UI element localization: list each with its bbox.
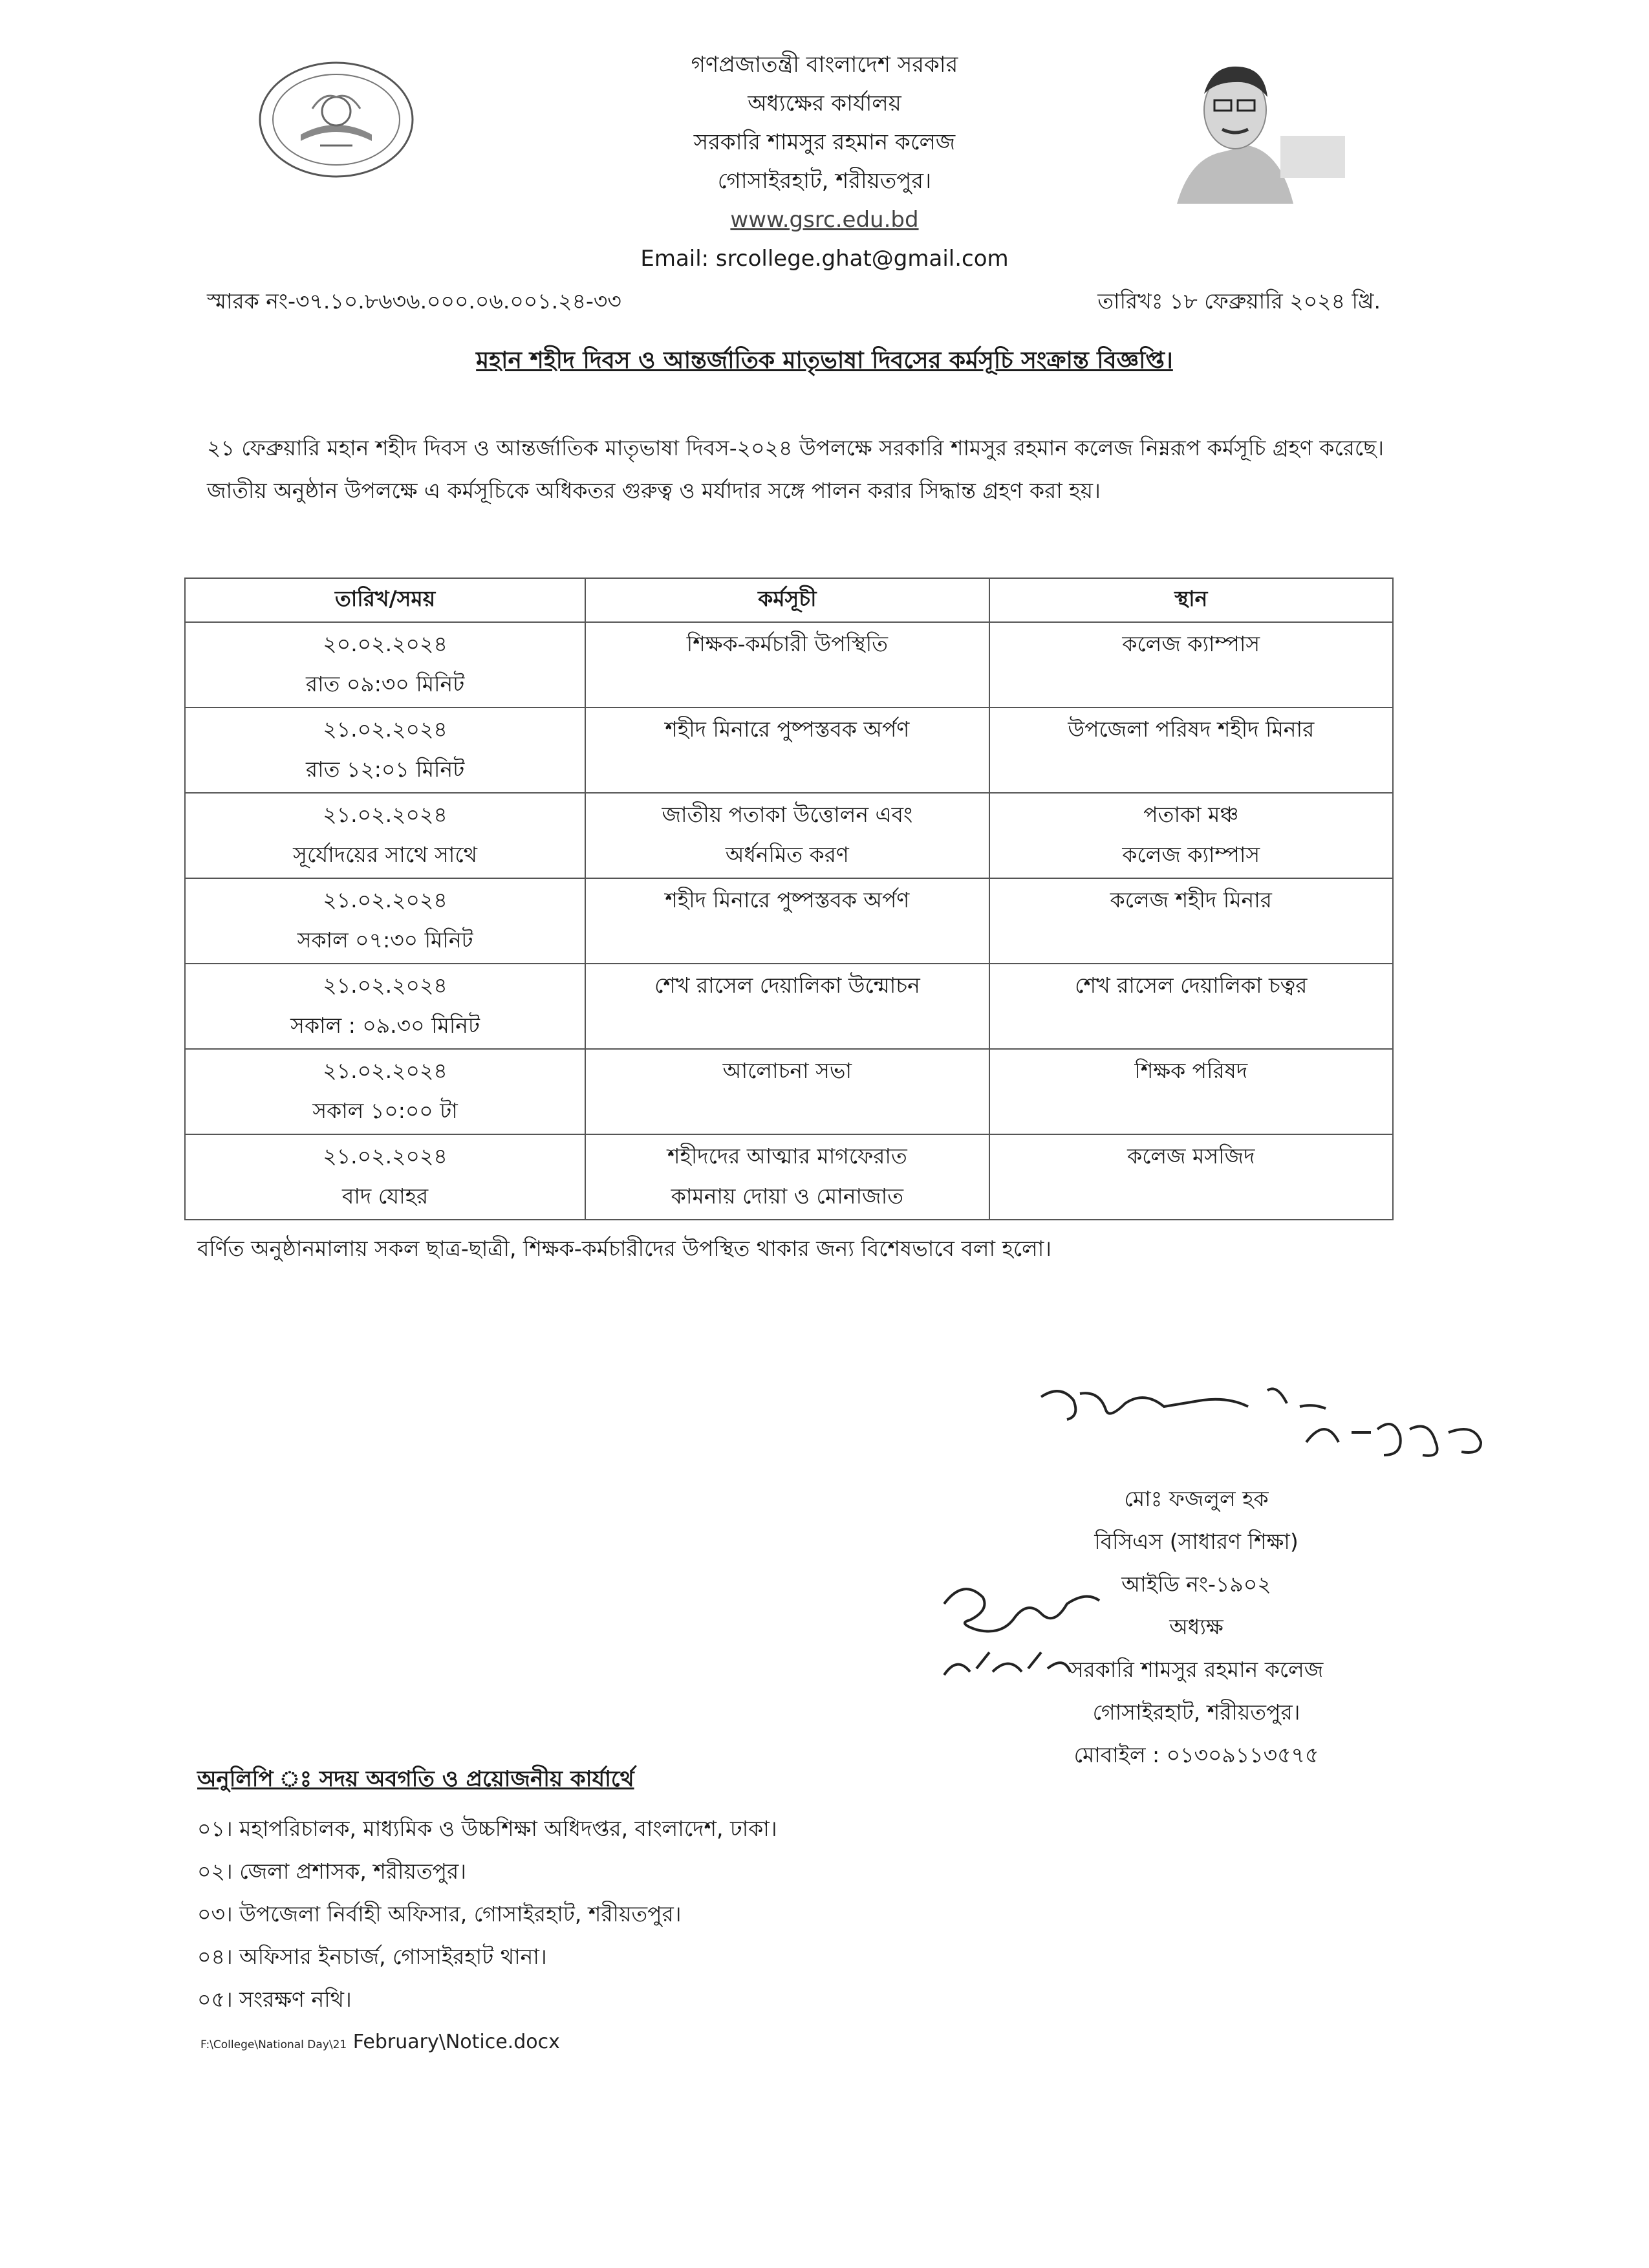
cell-date-time — [185, 1134, 585, 1220]
website-link[interactable]: www.gsrc.edu.bd — [730, 207, 919, 233]
table-row — [185, 1049, 1393, 1134]
signatory-post: অধ্যক্ষ — [1169, 1614, 1223, 1639]
row-date: ২১.০২.২০২৪ — [323, 1058, 447, 1083]
cell-place — [989, 964, 1393, 1049]
cell-date-time — [185, 622, 585, 707]
row-programme: শিক্ষক-কর্মচারী উপস্থিতি — [686, 631, 888, 656]
cell-programme — [585, 964, 989, 1049]
cell-place — [989, 622, 1393, 707]
table-row — [185, 1134, 1393, 1220]
row-programme: জাতীয় পতাকা উত্তোলন এবং — [662, 802, 913, 827]
cell-place — [989, 793, 1393, 878]
table-row — [185, 964, 1393, 1049]
signatory-cadre: বিসিএস (সাধারণ শিক্ষা) — [1094, 1529, 1299, 1554]
row-programme: শহীদ মিনারে পুষ্পস্তবক অর্পণ — [665, 887, 910, 913]
row-programme-cont: কামনায় দোয়া ও মোনাজাত — [671, 1183, 903, 1209]
row-place-cont: কলেজ ক্যাম্পাস — [1122, 842, 1260, 867]
college-address: গোসাইরহাট, শরীয়তপুর। — [717, 168, 932, 194]
list-item: ০১। মহাপরিচালক, মাধ্যমিক ও উচ্চশিক্ষা অধিদপ্তর, বাংলাদেশ, ঢাকা। — [197, 1816, 777, 1841]
file-path-prefix: F:\College\National Day\21 — [200, 2038, 347, 2051]
row-date: ২১.০২.২০২৪ — [323, 973, 447, 998]
memo-number: স্মারক নং-৩৭.১০.৮৬৩৬.০০০.০৬.০০১.২৪-৩৩ — [207, 288, 621, 314]
table-row — [185, 622, 1393, 707]
row-programme: শহীদ মিনারে পুষ্পস্তবক অর্পণ — [665, 717, 910, 742]
row-time: বাদ যোহর — [341, 1183, 429, 1209]
row-programme: শেখ রাসেল দেয়ালিকা উন্মোচন — [654, 973, 920, 998]
row-place: কলেজ শহীদ মিনার — [1110, 887, 1272, 913]
cell-place — [989, 878, 1393, 964]
list-item: ০৩। উপজেলা নির্বাহী অফিসার, গোসাইরহাট, শরীয়তপুর। — [197, 1901, 682, 1927]
notice-date: তারিখঃ ১৮ ফেব্রুয়ারি ২০২৪ খ্রি. — [1097, 288, 1381, 314]
list-item: ০৫। সংরক্ষণ নথি। — [197, 1987, 352, 2012]
cell-date-time — [185, 1049, 585, 1134]
row-place: পতাকা মঞ্চ — [1143, 802, 1239, 827]
row-programme: শহীদদের আত্মার মাগফেরাত — [667, 1143, 907, 1169]
row-time: সকাল : ০৯.৩০ মিনিট — [290, 1013, 480, 1038]
email-text: Email: srcollege.ghat@gmail.com — [640, 246, 1009, 272]
cell-programme — [585, 1134, 989, 1220]
cell-date-time — [185, 707, 585, 793]
row-programme-cont: অর্ধনমিত করণ — [725, 842, 849, 867]
list-item: ০৪। অফিসার ইনচার্জ, গোসাইরহাট থানা। — [197, 1944, 547, 1969]
cell-programme — [585, 707, 989, 793]
cell-date-time — [185, 964, 585, 1049]
row-time: সকাল ০৭:৩০ মিনিট — [297, 927, 473, 953]
list-item: ০২। জেলা প্রশাসক, শরীয়তপুর। — [197, 1859, 467, 1884]
cell-programme — [585, 878, 989, 964]
programme-table — [184, 578, 1394, 1220]
table-row — [185, 707, 1393, 793]
row-place: উপজেলা পরিষদ শহীদ মিনার — [1068, 717, 1315, 742]
column-header-programme: কর্মসূচী — [585, 578, 989, 622]
row-place: কলেজ মসজিদ — [1127, 1143, 1255, 1169]
cell-programme — [585, 1049, 989, 1134]
file-path-suffix: February\Notice.docx — [347, 2031, 560, 2053]
signature-block — [970, 1478, 1423, 1777]
signatory-college: সরকারি শামসুর রহমান কলেজ — [1069, 1657, 1324, 1682]
row-time: সকাল ১০:০০ টা — [312, 1098, 458, 1123]
signatory-address: গোসাইরহাট, শরীয়তপুর। — [1092, 1700, 1300, 1725]
row-programme: আলোচনা সভা — [722, 1058, 852, 1083]
column-header-date-time: তারিখ/সময় — [185, 578, 585, 622]
college-name: সরকারি শামসুর রহমান কলেজ — [693, 129, 956, 155]
row-place: শিক্ষক পরিষদ — [1134, 1058, 1248, 1083]
signatory-id: আইডি নং-১৯০২ — [1121, 1571, 1271, 1597]
office-title: অধ্যক্ষের কার্যালয় — [748, 91, 901, 116]
intro-paragraph: ২১ ফেব্রুয়ারি মহান শহীদ দিবস ও আন্তর্জাতিক মাতৃভাষা দিবস-২০২৪ উপলক্ষে সরকারি শামসুর রহমান কলেজ নিম্নরূপ কর্মসূচি গ্রহণ করেছে। জাতীয় অনুষ্ঠান উপলক্ষে এ কর্মসূচিকে অধিকতর গুরুত্ব ও মর্যাদার সঙ্গে পালন করার সিদ্ধান্ত গ্রহণ করা হয়। — [207, 435, 1384, 503]
college-logo — [255, 58, 417, 181]
mujib-centenary-portrait — [1151, 49, 1345, 210]
letterhead — [453, 45, 1196, 278]
closing-statement: বর্ণিত অনুষ্ঠানমালায় সকল ছাত্র-ছাত্রী, শিক্ষক-কর্মচারীদের উপস্থিত থাকার জন্য বিশেষভাবে বলা হলো। — [197, 1236, 1052, 1261]
row-time: রাত ১২:০১ মিনিট — [305, 757, 465, 782]
signatory-mobile: মোবাইল : ০১৩০৯১১৩৫৭৫ — [1073, 1742, 1319, 1767]
copy-to-title: অনুলিপি ঃ সদয় অবগতি ও প্রয়োজনীয় কার্যার্থে — [197, 1766, 634, 1792]
cell-programme — [585, 622, 989, 707]
notice-subject: মহান শহীদ দিবস ও আন্তর্জাতিক মাতৃভাষা দিবসের কর্মসূচি সংক্রান্ত বিজ্ঞপ্তি। — [476, 347, 1173, 374]
row-place: কলেজ ক্যাম্পাস — [1122, 631, 1260, 656]
table-header-row — [185, 578, 1393, 622]
signatory-name: মোঃ ফজলুল হক — [1124, 1486, 1269, 1511]
row-time: রাত ০৯:৩০ মিনিট — [305, 671, 465, 697]
row-date: ২১.০২.২০২৪ — [323, 802, 447, 827]
cell-date-time — [185, 793, 585, 878]
row-date: ২১.০২.২০২৪ — [323, 717, 447, 742]
row-date: ২১.০২.২০২৪ — [323, 1143, 447, 1169]
row-place: শেখ রাসেল দেয়ালিকা চত্বর — [1075, 973, 1308, 998]
cell-date-time — [185, 878, 585, 964]
file-path — [200, 2031, 560, 2053]
table-row — [185, 793, 1393, 878]
cell-place — [989, 1134, 1393, 1220]
cell-place — [989, 707, 1393, 793]
column-header-place: স্থান — [989, 578, 1393, 622]
row-time: সূর্যোদয়ের সাথে সাথে — [293, 842, 477, 867]
row-date: ২০.০২.২০২৪ — [323, 631, 447, 656]
cell-programme — [585, 793, 989, 878]
copy-to-list — [197, 1808, 777, 2021]
govt-title: গণপ্রজাতন্ত্রী বাংলাদেশ সরকার — [691, 52, 958, 78]
row-date: ২১.০২.২০২৪ — [323, 887, 447, 913]
table-row — [185, 878, 1393, 964]
cell-place — [989, 1049, 1393, 1134]
